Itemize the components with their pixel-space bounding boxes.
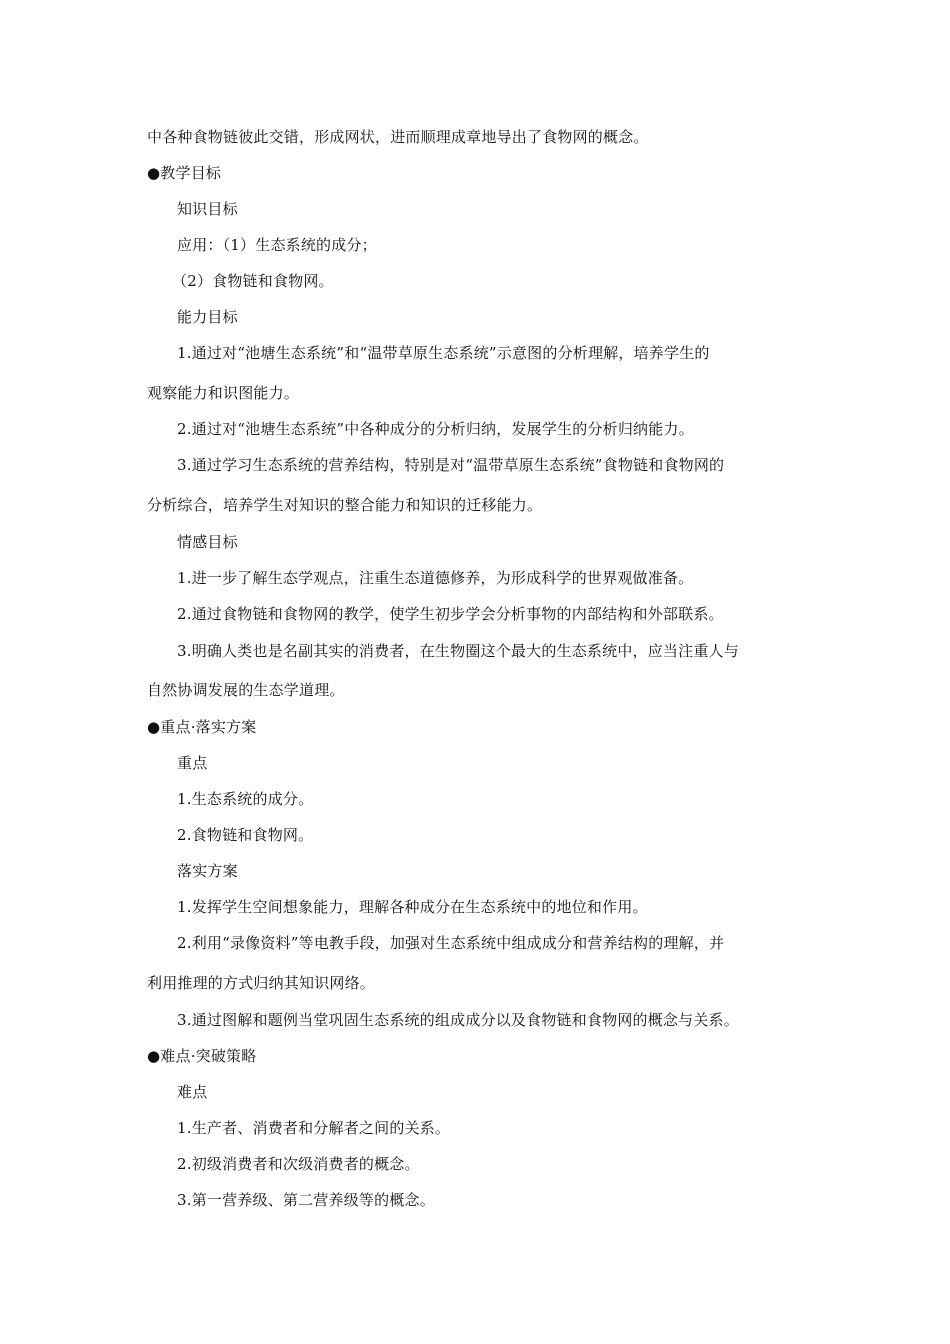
plan-item: 2.利用“录像资料”等电教手段，加强对生态系统中组成成分和营养结构的理解，并 [177, 934, 725, 952]
emotion-goals-title: 情感目标 [177, 533, 238, 551]
intro-continuation: 中各种食物链彼此交错，形成网状，进而顺理成章地导出了食物网的概念。 [147, 128, 649, 146]
focus-title: 重点 [177, 754, 208, 772]
emotion-item: 2.通过食物链和食物网的教学，使学生初步学会分析事物的内部结构和外部联系。 [177, 605, 724, 623]
ability-item: 3.通过学习生态系统的营养结构，特别是对“温带草原生态系统”食物链和食物网的 [177, 456, 725, 474]
emotion-item: 1.进一步了解生态学观点，注重生态道德修养，为形成科学的世界观做准备。 [177, 569, 694, 587]
knowledge-goals-title: 知识目标 [177, 200, 238, 218]
key-points-heading: ●重点·落实方案 [147, 718, 257, 736]
emotion-item: 3.明确人类也是名副其实的消费者，在生物圈这个最大的生态系统中，应当注重人与 [177, 642, 739, 660]
plan-item: 利用推理的方式归纳其知识网络。 [147, 974, 376, 992]
ability-goals-title: 能力目标 [177, 308, 238, 326]
knowledge-item: （2）食物链和食物网。 [172, 272, 334, 290]
difficult-title: 难点 [177, 1083, 208, 1101]
focus-item: 2.食物链和食物网。 [177, 826, 314, 844]
emotion-item: 自然协调发展的生态学道理。 [147, 681, 345, 699]
ability-item: 观察能力和识图能力。 [147, 384, 300, 402]
plan-item: 3.通过图解和题例当堂巩固生态系统的组成成分以及食物链和食物网的概念与关系。 [177, 1011, 739, 1029]
ability-item: 2.通过对“池塘生态系统”中各种成分的分析归纳，发展学生的分析归纳能力。 [177, 420, 694, 438]
ability-item: 分析综合，培养学生对知识的整合能力和知识的迁移能力。 [147, 496, 543, 514]
difficult-item: 1.生产者、消费者和分解者之间的关系。 [177, 1119, 451, 1137]
plan-title: 落实方案 [177, 862, 238, 880]
knowledge-item: 应用：（1）生态系统的成分； [177, 236, 377, 254]
ability-item: 1.通过对“池塘生态系统”和“温带草原生态系统”示意图的分析理解，培养学生的 [177, 344, 710, 362]
plan-item: 1.发挥学生空间想象能力，理解各种成分在生态系统中的地位和作用。 [177, 898, 648, 916]
teaching-goals-heading: ●教学目标 [147, 164, 222, 182]
difficult-item: 2.初级消费者和次级消费者的概念。 [177, 1155, 420, 1173]
difficult-item: 3.第一营养级、第二营养级等的概念。 [177, 1191, 435, 1209]
difficulties-heading: ●难点·突破策略 [147, 1047, 257, 1065]
focus-item: 1.生态系统的成分。 [177, 790, 314, 808]
